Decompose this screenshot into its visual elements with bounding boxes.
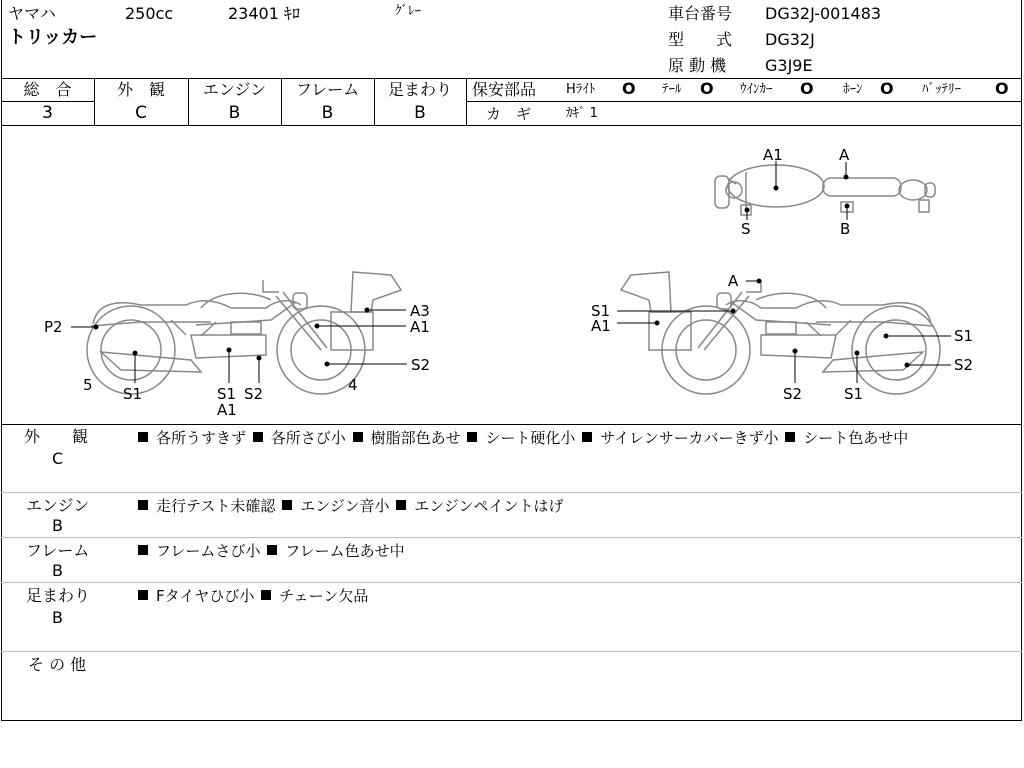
diagram-label: S2: [783, 385, 803, 403]
section-frame-title: フレーム: [26, 541, 90, 560]
safety-label: 保安部品: [472, 80, 537, 99]
remark-item: エンジン音小: [300, 497, 390, 515]
remark-item: シート色あせ中: [803, 429, 909, 447]
section-exterior-title: 外 観: [24, 427, 89, 446]
bullet-square-icon: [138, 590, 148, 600]
grade-frame-label: フレーム: [295, 80, 360, 99]
model-name: トリッカー: [8, 27, 98, 48]
grade-total-value: 3: [42, 103, 53, 123]
grade-exterior-value: C: [135, 103, 147, 123]
section-engine-title: エンジン: [26, 496, 90, 515]
color: ｸﾞﾚｰ: [395, 4, 421, 19]
remark-item: Fタイヤひび小: [156, 587, 255, 605]
diagram-label: A1: [763, 146, 783, 164]
grade-exterior-label: 外 観: [116, 80, 165, 99]
diagram-label: S1: [123, 385, 143, 403]
section-exterior-grade: C: [52, 449, 64, 468]
remark-item: 走行テスト未確認: [156, 497, 276, 515]
section-divider: [1, 492, 1022, 493]
section-divider: [1, 651, 1022, 652]
section-divider: [1, 582, 1022, 583]
safety-horn-mark: O: [880, 79, 894, 98]
diagram-label: P2: [44, 318, 63, 336]
safety-headlight: Hﾗｲﾄ: [566, 82, 596, 97]
safety-taillight-mark: O: [700, 79, 714, 98]
diagram-label: A: [728, 272, 739, 290]
remark-item: シート硬化小: [485, 429, 576, 447]
displacement: 250cc: [125, 4, 174, 23]
key-value: ｶｷﾞ 1: [566, 106, 598, 121]
mileage: 23401 ｷﾛ: [228, 4, 300, 23]
grade-divider: [1, 101, 94, 102]
bullet-square-icon: [261, 590, 271, 600]
type-value: DG32J: [765, 30, 815, 49]
diagram-label: S1: [217, 385, 237, 403]
section-engine-items: [136, 495, 1016, 518]
diagram-label: S1: [591, 302, 611, 320]
safety-battery: ﾊﾞｯﾃﾘｰ: [922, 82, 961, 97]
right-side-bike: [621, 272, 940, 394]
diagram-label: S: [741, 220, 751, 238]
diagram-label: S1: [844, 385, 864, 403]
remark-item: 各所うすきず: [156, 429, 247, 447]
bullet-square-icon: [138, 500, 148, 510]
safety-winker: ｳｲﾝｶｰ: [740, 82, 773, 97]
safety-divider: [466, 101, 1022, 102]
section-suspension-grade: B: [52, 608, 63, 627]
remark-item: 各所さび小: [270, 429, 346, 447]
bullet-square-icon: [785, 432, 795, 442]
diagram-label: S2: [954, 356, 974, 374]
remark-item: エンジンペイントはげ: [414, 497, 564, 515]
safety-headlight-mark: O: [622, 79, 636, 98]
grade-row-top: [1, 78, 1022, 79]
bullet-square-icon: [138, 432, 148, 442]
maker: ヤマハ: [8, 4, 56, 23]
grade-engine-label: エンジン: [202, 80, 267, 99]
remark-item: フレーム色あせ中: [285, 542, 405, 560]
diagram-leaders: [71, 161, 951, 383]
engine-label: 原 動 機: [668, 56, 727, 75]
safety-battery-mark: O: [995, 79, 1009, 98]
diagram-label: A1: [591, 317, 611, 335]
bullet-square-icon: [396, 500, 406, 510]
remark-item: チェーン欠品: [279, 587, 369, 605]
diagram-label: A1: [217, 401, 237, 419]
section-divider: [1, 537, 1022, 538]
section-engine-grade: B: [52, 516, 63, 535]
section-other-title: そ の 他: [28, 655, 87, 674]
remarks-top: [1, 424, 1022, 425]
section-frame-grade: B: [52, 561, 63, 580]
section-frame-items: [136, 540, 1016, 563]
diagram-label: A1: [410, 318, 430, 336]
bullet-square-icon: [253, 432, 263, 442]
damage-diagram: [1, 126, 1021, 424]
section-suspension-title: 足まわり: [26, 586, 91, 605]
grade-suspension-label: 足まわり: [387, 80, 452, 99]
diagram-label: S2: [411, 356, 431, 374]
grade-frame-value: B: [321, 103, 334, 123]
top-view-seat: [823, 178, 901, 196]
diagram-label: 4: [348, 376, 358, 394]
safety-horn: ﾎｰﾝ: [843, 82, 863, 97]
diagram-label: 5: [83, 376, 93, 394]
type-label: 型 式: [668, 30, 733, 49]
frame-number-label: 車台番号: [668, 4, 733, 23]
remark-item: フレームさび小: [156, 542, 261, 560]
grade-suspension-value: B: [414, 103, 426, 123]
remark-item: サイレンサーカバーきず小: [600, 429, 779, 447]
bullet-square-icon: [267, 545, 277, 555]
bullet-square-icon: [353, 432, 363, 442]
remark-item: 樹脂部色あせ: [370, 429, 461, 447]
grade-engine-value: B: [228, 103, 241, 123]
section-exterior-items: [136, 427, 1016, 450]
safety-winker-mark: O: [800, 79, 814, 98]
key-label: カ ギ: [486, 105, 532, 123]
engine-value: G3J9E: [765, 56, 813, 75]
grade-total-label: 総 合: [23, 80, 72, 99]
frame-number: DG32J-001483: [765, 4, 882, 23]
section-suspension-items: [136, 585, 1016, 608]
motorcycle-diagram-svg: [1, 126, 1021, 424]
diagram-label: S2: [244, 385, 264, 403]
frame-right: [1021, 0, 1022, 720]
bullet-square-icon: [467, 432, 477, 442]
diagram-label: A3: [410, 302, 430, 320]
bullet-square-icon: [582, 432, 592, 442]
remarks-bottom: [1, 720, 1022, 721]
diagram-label: B: [840, 220, 851, 238]
diagram-label: S1: [954, 327, 974, 345]
bullet-square-icon: [282, 500, 292, 510]
bullet-square-icon: [138, 545, 148, 555]
diagram-label: A: [839, 146, 850, 164]
safety-taillight: ﾃｰﾙ: [662, 82, 682, 97]
